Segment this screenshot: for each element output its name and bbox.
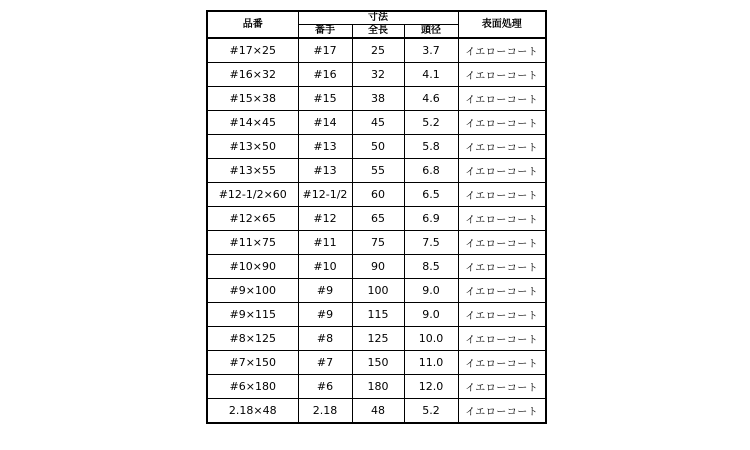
cell-head-diameter: 5.2 <box>404 399 458 424</box>
table-row <box>207 159 546 183</box>
header-product-no: 品番 <box>207 11 298 38</box>
cell-product-no: #12×65 <box>207 207 298 231</box>
cell-length: 48 <box>352 399 404 424</box>
table-row <box>207 399 546 424</box>
cell-length: 100 <box>352 279 404 303</box>
table-row <box>207 111 546 135</box>
header-finish: 表面処理 <box>458 11 546 38</box>
cell-finish: イエローコート <box>458 303 546 327</box>
cell-gauge: #7 <box>298 351 352 375</box>
table-row <box>207 375 546 399</box>
table-row <box>207 63 546 87</box>
cell-finish: イエローコート <box>458 399 546 424</box>
cell-finish: イエローコート <box>458 375 546 399</box>
cell-head-diameter: 12.0 <box>404 375 458 399</box>
cell-finish: イエローコート <box>458 111 546 135</box>
header-dimensions: 寸法 <box>298 11 458 25</box>
cell-product-no: #9×100 <box>207 279 298 303</box>
cell-finish: イエローコート <box>458 351 546 375</box>
cell-product-no: #8×125 <box>207 327 298 351</box>
cell-length: 25 <box>352 38 404 63</box>
cell-product-no: #15×38 <box>207 87 298 111</box>
cell-product-no: #16×32 <box>207 63 298 87</box>
table-row <box>207 183 546 207</box>
cell-product-no: #9×115 <box>207 303 298 327</box>
cell-length: 55 <box>352 159 404 183</box>
cell-head-diameter: 6.5 <box>404 183 458 207</box>
cell-finish: イエローコート <box>458 231 546 255</box>
header-length: 全長 <box>352 25 404 39</box>
cell-gauge: #9 <box>298 303 352 327</box>
cell-gauge: #16 <box>298 63 352 87</box>
cell-head-diameter: 4.1 <box>404 63 458 87</box>
cell-product-no: #14×45 <box>207 111 298 135</box>
cell-head-diameter: 10.0 <box>404 327 458 351</box>
table-row <box>207 351 546 375</box>
cell-gauge: #13 <box>298 159 352 183</box>
cell-product-no: 2.18×48 <box>207 399 298 424</box>
cell-length: 115 <box>352 303 404 327</box>
cell-head-diameter: 5.2 <box>404 111 458 135</box>
cell-finish: イエローコート <box>458 135 546 159</box>
table-row <box>207 279 546 303</box>
cell-product-no: #12-1/2×60 <box>207 183 298 207</box>
table-row <box>207 303 546 327</box>
cell-finish: イエローコート <box>458 183 546 207</box>
cell-product-no: #10×90 <box>207 255 298 279</box>
cell-gauge: 2.18 <box>298 399 352 424</box>
cell-head-diameter: 8.5 <box>404 255 458 279</box>
cell-length: 38 <box>352 87 404 111</box>
cell-length: 50 <box>352 135 404 159</box>
cell-finish: イエローコート <box>458 159 546 183</box>
cell-head-diameter: 3.7 <box>404 38 458 63</box>
cell-product-no: #17×25 <box>207 38 298 63</box>
cell-gauge: #13 <box>298 135 352 159</box>
cell-product-no: #13×50 <box>207 135 298 159</box>
table-row <box>207 135 546 159</box>
cell-gauge: #6 <box>298 375 352 399</box>
cell-gauge: #10 <box>298 255 352 279</box>
cell-product-no: #7×150 <box>207 351 298 375</box>
cell-gauge: #15 <box>298 87 352 111</box>
cell-head-diameter: 9.0 <box>404 279 458 303</box>
cell-length: 75 <box>352 231 404 255</box>
spec-table <box>206 10 547 424</box>
cell-finish: イエローコート <box>458 327 546 351</box>
cell-length: 60 <box>352 183 404 207</box>
cell-finish: イエローコート <box>458 63 546 87</box>
table-row <box>207 38 546 63</box>
cell-gauge: #17 <box>298 38 352 63</box>
cell-head-diameter: 7.5 <box>404 231 458 255</box>
cell-product-no: #11×75 <box>207 231 298 255</box>
header-head-diameter: 頭径 <box>404 25 458 39</box>
cell-product-no: #6×180 <box>207 375 298 399</box>
cell-finish: イエローコート <box>458 255 546 279</box>
cell-gauge: #12-1/2 <box>298 183 352 207</box>
cell-finish: イエローコート <box>458 207 546 231</box>
cell-length: 150 <box>352 351 404 375</box>
table-row <box>207 255 546 279</box>
spec-table-body <box>207 38 546 423</box>
header-gauge: 番手 <box>298 25 352 39</box>
cell-length: 125 <box>352 327 404 351</box>
table-row <box>207 327 546 351</box>
table-row <box>207 231 546 255</box>
cell-head-diameter: 6.9 <box>404 207 458 231</box>
cell-length: 65 <box>352 207 404 231</box>
cell-finish: イエローコート <box>458 279 546 303</box>
cell-gauge: #14 <box>298 111 352 135</box>
table-row <box>207 87 546 111</box>
cell-length: 90 <box>352 255 404 279</box>
cell-gauge: #11 <box>298 231 352 255</box>
cell-length: 180 <box>352 375 404 399</box>
cell-head-diameter: 9.0 <box>404 303 458 327</box>
cell-head-diameter: 4.6 <box>404 87 458 111</box>
cell-product-no: #13×55 <box>207 159 298 183</box>
table-row <box>207 207 546 231</box>
cell-gauge: #8 <box>298 327 352 351</box>
cell-head-diameter: 6.8 <box>404 159 458 183</box>
cell-head-diameter: 5.8 <box>404 135 458 159</box>
cell-finish: イエローコート <box>458 87 546 111</box>
cell-gauge: #12 <box>298 207 352 231</box>
cell-length: 32 <box>352 63 404 87</box>
cell-length: 45 <box>352 111 404 135</box>
cell-finish: イエローコート <box>458 38 546 63</box>
cell-head-diameter: 11.0 <box>404 351 458 375</box>
cell-gauge: #9 <box>298 279 352 303</box>
